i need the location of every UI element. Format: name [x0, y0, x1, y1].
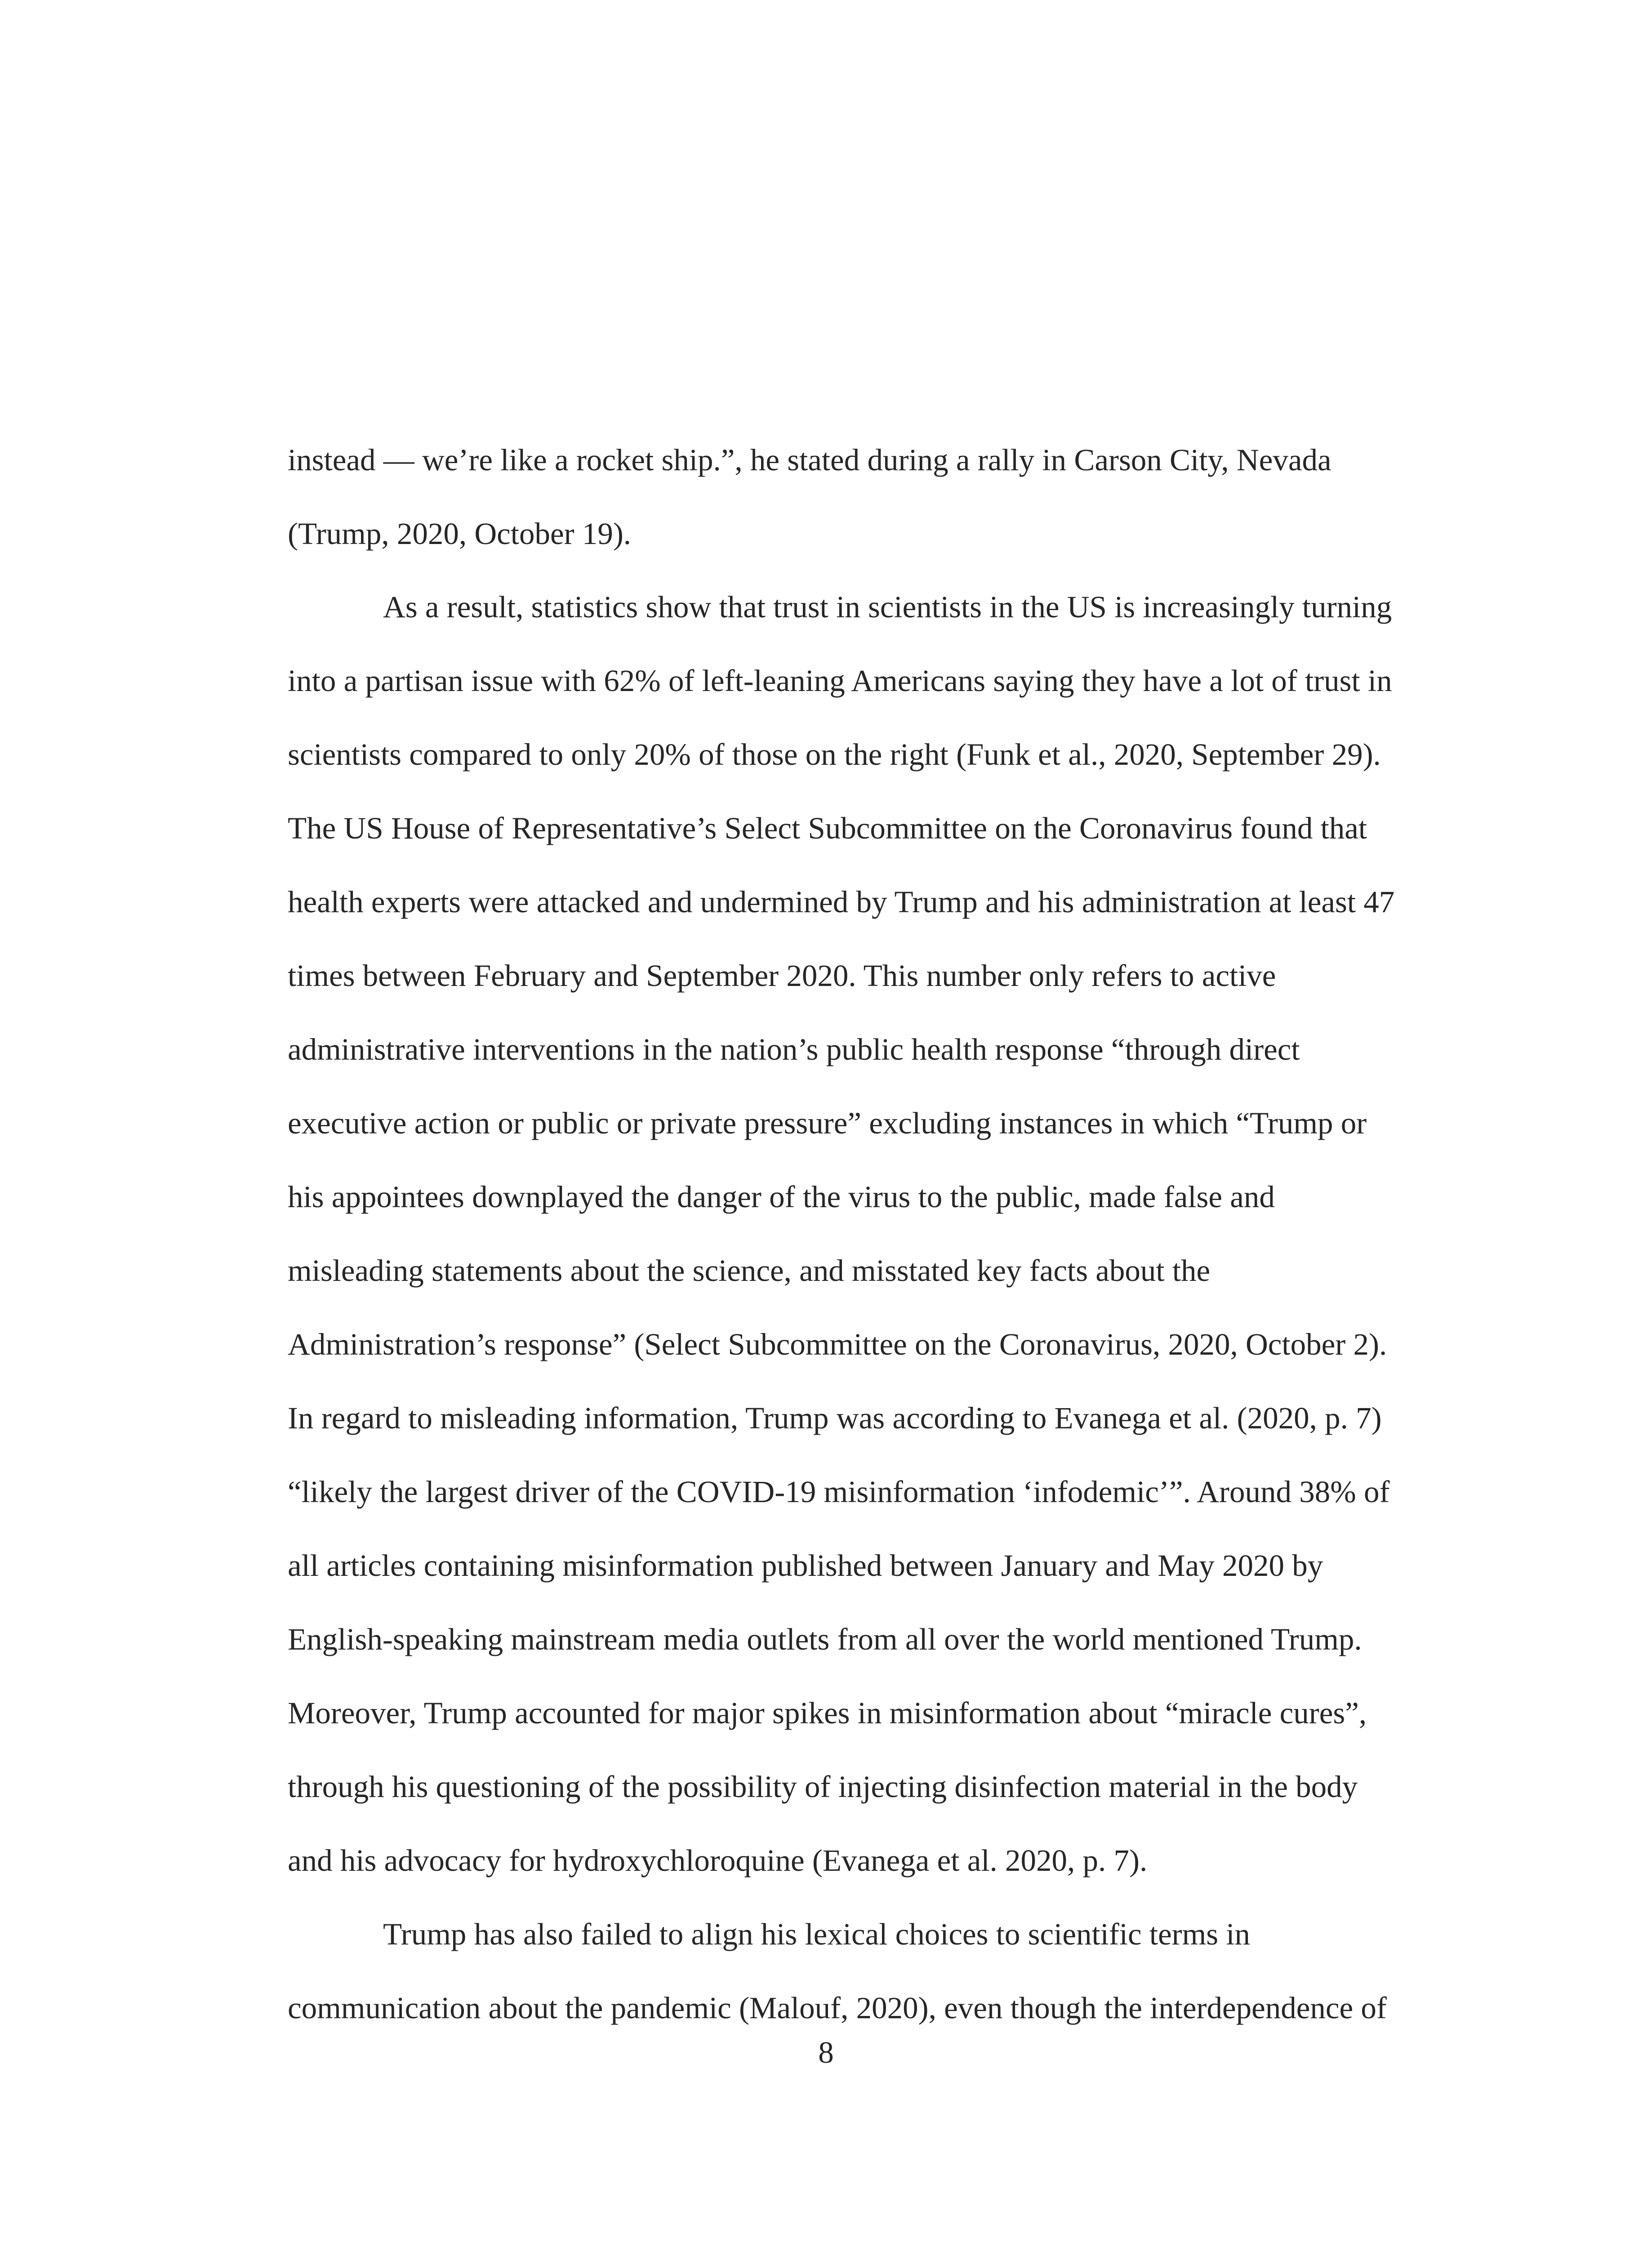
text-line: Moreover, Trump accounted for major spikes in misinformation about “miracle cures”, — [288, 1696, 1367, 1730]
text-line: his appointees downplayed the danger of the virus to the public, made false and — [288, 1180, 1275, 1214]
page-number: 8 — [818, 2035, 834, 2070]
text-line: In regard to misleading information, Trump was according to Evanega et al. (2020, p. 7) — [288, 1401, 1382, 1435]
text-line: instead — we’re like a rocket ship.”, he stated during a rally in Carson City, Nevada — [288, 443, 1331, 477]
text-line: Administration’s response” (Select Subcommittee on the Coronavirus, 2020, October 2). — [288, 1327, 1387, 1361]
text-line: “likely the largest driver of the COVID-19 misinformation ‘infodemic’”. Around 38% of — [288, 1475, 1390, 1509]
text-line: all articles containing misinformation published between January and May 2020 by — [288, 1548, 1323, 1583]
text-line: communication about the pandemic (Malouf, 2020), even though the interdependence of — [288, 1991, 1387, 2025]
text-line: The US House of Representative’s Select Subcommittee on the Coronavirus found that — [288, 811, 1367, 845]
paragraph-first-line: Trump has also failed to align his lexical choices to scientific terms in — [383, 1917, 1251, 1951]
text-line: health experts were attacked and undermined by Trump and his administration at least 47 — [288, 885, 1395, 919]
text-line: and his advocacy for hydroxychloroquine (Evanega et al. 2020, p. 7). — [288, 1843, 1148, 1878]
text-line: into a partisan issue with 62% of left-leaning Americans saying they have a lot of trust in — [288, 664, 1392, 698]
text-line: scientists compared to only 20% of those on the right (Funk et al., 2020, September 29). — [288, 737, 1381, 772]
text-line: English-speaking mainstream media outlets from all over the world mentioned Trump. — [288, 1622, 1362, 1656]
text-line: executive action or public or private pressure” excluding instances in which “Trump or — [288, 1106, 1367, 1140]
paragraph-first-line: As a result, statistics show that trust in scientists in the US is increasingly turning — [383, 590, 1392, 624]
text-line: misleading statements about the science, and misstated key facts about the — [288, 1253, 1211, 1288]
text-line: through his questioning of the possibility of injecting disinfection material in the body — [288, 1770, 1358, 1804]
text-line: (Trump, 2020, October 19). — [288, 517, 632, 551]
text-line: administrative interventions in the nation’s public health response “through direct — [288, 1032, 1300, 1066]
text-line: times between February and September 2020. This number only refers to active — [288, 959, 1276, 993]
